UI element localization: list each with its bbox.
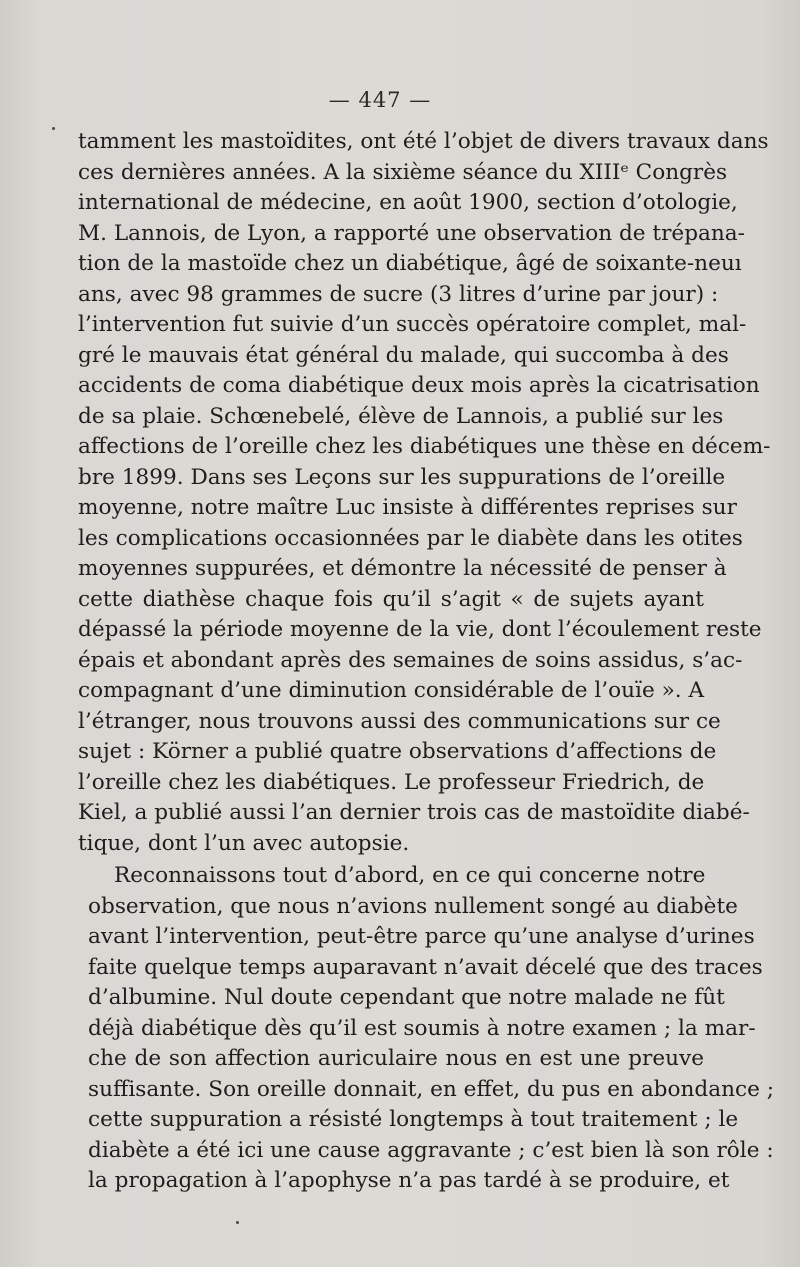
text-line: Reconnaissons tout d’abord, en ce qui concerne notre	[114, 863, 706, 888]
text-line: faite quelque temps auparavant n’avait décelé que des traces	[88, 954, 763, 980]
text-line: la propagation à l’apophyse n’a pas tardé à se produire, et	[88, 1168, 730, 1193]
text-line: suffisante. Son oreille donnait, en effet, du pus en abondance ;	[88, 1076, 775, 1102]
text-line: international de médecine, en août 1900, section d’otologie,	[78, 190, 738, 215]
text-line: d’albumine. Nul doute cependant que notre malade ne fût	[88, 985, 725, 1010]
text-line: observation, que nous n’avions nullement songé au diabète	[88, 893, 738, 919]
page-number: — 447 —	[328, 88, 432, 112]
text-line: accidents de coma diabétique deux mois après la cicatrisation	[78, 373, 760, 398]
text-line: tion de la mastoïde chez un diabétique, âgé de soixante-neuı	[78, 251, 742, 276]
text-line: diabète a été ici une cause aggravante ; c’est bien là son rôle :	[88, 1137, 774, 1163]
paragraph-2	[78, 861, 775, 1197]
text-line: M. Lannois, de Lyon, a rapporté une observation de trépana-	[78, 220, 745, 246]
text-line: Kiel, a publié aussi l’an dernier trois cas de mastoïdite diabé-	[78, 800, 750, 825]
text-line: épais et abondant après des semaines de soins assidus, s’ac-	[78, 647, 743, 673]
text-line: l’intervention fut suivie d’un succès opératoire complet, mal-	[78, 312, 747, 337]
text-line: tamment les mastoïdites, ont été l’objet de divers travaux dans	[78, 129, 769, 154]
text-line: déjà diabétique dès qu’il est soumis à notre examen ; la mar-	[88, 1015, 756, 1041]
text-line: ces dernières années. A la sixième séance du XIIIᵉ Congrès	[78, 159, 728, 185]
text-line: affections de l’oreille chez les diabétiques une thèse en décem-	[78, 434, 771, 459]
text-line: tique, dont l’un avec autopsie.	[78, 830, 410, 856]
text-line: l’oreille chez les diabétiques. Le professeur Friedrich, de	[78, 769, 705, 795]
text-line: moyenne, notre maître Luc insiste à différentes reprises sur	[78, 495, 737, 520]
ink-speck	[52, 127, 55, 130]
text-line: cette diathèse chaque fois qu’il s’agit « de sujets ayant	[78, 586, 704, 612]
text-line: compagnant d’une diminution considérable de l’ouïe ». A	[78, 678, 705, 703]
text-line: ans, avec 98 grammes de sucre (3 litres d’urine par jour) :	[78, 281, 719, 307]
text-line: bre 1899. Dans ses Leçons sur les suppurations de l’oreille	[78, 464, 726, 490]
text-line: gré le mauvais état général du malade, qui succomba à des	[78, 342, 729, 368]
paragraph-1	[78, 127, 771, 859]
text-line: cette suppuration a résisté longtemps à tout traitement ; le	[88, 1107, 739, 1132]
text-line: che de son affection auriculaire nous en est une preuve	[88, 1046, 704, 1071]
text-line: de sa plaie. Schœnebelé, élève de Lannois, a publié sur les	[78, 403, 724, 429]
text-line: dépassé la période moyenne de la vie, dont l’écoulement reste	[78, 617, 762, 642]
ink-speck	[236, 1221, 239, 1224]
text-line: avant l’intervention, peut-être parce qu’une analyse d’urines	[88, 924, 755, 949]
text-line: les complications occasionnées par le diabète dans les otites	[78, 525, 743, 551]
text-line: moyennes suppurées, et démontre la nécessité de penser à	[78, 556, 727, 581]
text-line: sujet : Körner a publié quatre observations d’affections de	[78, 739, 717, 764]
text-line: l’étranger, nous trouvons aussi des communications sur ce	[78, 708, 721, 734]
